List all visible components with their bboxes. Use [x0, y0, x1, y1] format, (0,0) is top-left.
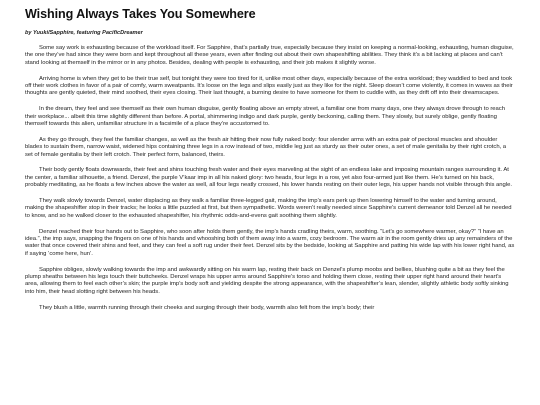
paragraph-8: Sapphire obliges, slowly walking towards the imp and awkwardly sitting on his warm lap, resting their back on Denzel’s plump moobs and bellies, blushing quite a bit as they feel the plump sheaths between his legs touch their buttcheeks. Denzel wraps his upper arms around Sapphire’s torso and holding them close, resting their upper right hand around their heart’s area, allowing them to feel each other’s skin; the purple imp’s body soft and yielding despite the strong appearance, with the shapeshifter’s lean, slender, slightly athletic body softly sinking into him, their head slotting right between his heads. — [25, 266, 509, 295]
document-byline: by Yuuki/Sapphire, featuring PacificDreamer — [25, 30, 143, 36]
paragraph-2: Arriving home is when they get to be their true self, but tonight they were too tired for it, unlike most other days, especially because of the extra workload; they waddled to bed and took off their work clothes in favor of a pair of comfy, warm sweatpants. It’s loose on the legs and slips easily just as they like for the night. Sleep doesn’t come violently, it comes in waves as their thoughts are gently quieted, their mind soothed, their eyes closing. Their last thought, a burning desire to have someone for them to cuddle with, as they drift off into their dreamscapes. — [25, 75, 513, 97]
paragraph-4: As they go through, they feel the familiar changes, as well as the fresh air hitting their now fully naked body: four slender arms with an extra pair of pectoral muscles and shoulder blades to sustain them, narrow waist, widened hips containing three legs in a row instead of two, middle leg just as sturdy as their outer ones, a set of male genitalia by their right crotch, a set of female genitalia by their left crotch. Their perfect form, balanced, theirs. — [25, 136, 507, 158]
paragraph-3: In the dream, they feel and see themself as their own human disguise, gently floating above an empty street, a familiar one from many days, one they always drove through to reach their workplace... albeit this time slightly different than before. A portal, shimmering indigo and dark purple, gently beckoning, calling them. They slowly, but surely oblige, gently floating themself towards this alien, unfamiliar structure in a facsimile of a place they’re accustomed to. — [25, 106, 505, 128]
paragraph-7: Denzel reached their four hands out to Sapphire, who soon after holds them gently, the imp’s hands cradling theirs, warm, soothing. “Let’s go somewhere warmer, okay?” “I have an idea.”, the imp says, snapping the fingers on one of his hands and whooshing both of them away into a warm, cozy bedroom. The warm air in the room gently dries up any remainders of the water that once covered their shins and feet, and they can feel a soft rug under their feet. Denzel sits by the bedside, looking at Sapphire and patting his wide lap with his lower right hand, as if saying ‘come here, hun’. — [25, 228, 515, 257]
paragraph-9: They blush a little, warmth running through their cheeks and surging through their body, warmth also felt from the imp’s body; their — [39, 304, 375, 311]
document-title: Wishing Always Takes You Somewhere — [25, 7, 256, 21]
paragraph-6: They walk slowly towards Denzel, water displacing as they walk a familiar three-legged gait, making the imp’s ears perk up then lowering himself to the water and turning around, making the shapeshifter stop in their tracks; he looks a little puzzled at first, but then sympathetic. Words weren’t really needed since Sapphire’s current demeanor told Denzel all he needed to know, and so he walked closer to the exhausted shapeshifter, his rhythmic odds-and-evens gait soothing them slightly. — [25, 198, 512, 219]
paragraph-5: Their body gently floats downwards, their feet and shins touching fresh water and their eyes marveling at the sight of an endless lake and imposing mountain ranges surrounding it. At the center, a familiar silhouette, a friend. Denzel, the purple V’kaar imp in all his naked glory: two heads, four legs in a row, yet also four-armed just like them. He’s turned on his back, probably meditating, as he floats a few inches above the water as well, all four legs neatly crossed, his lower hands resting on their outer legs, his upper hands not visible through this angle. — [25, 167, 512, 189]
paragraph-1: Some say work is exhausting because of the workload itself. For Sapphire, that’s partially true, especially because they insist on keeping a normal-looking, exhausting, human disguise, the one they’ve had since they were born and kept throughout all these years, even after finding out about their own shapeshifting abilities. They think it’s a bit lacking at places and can’t stand looking at themself in the mirror or in any photos. Besides, dealing with people is exhausting, and their job makes it slightly worse. — [25, 45, 514, 66]
